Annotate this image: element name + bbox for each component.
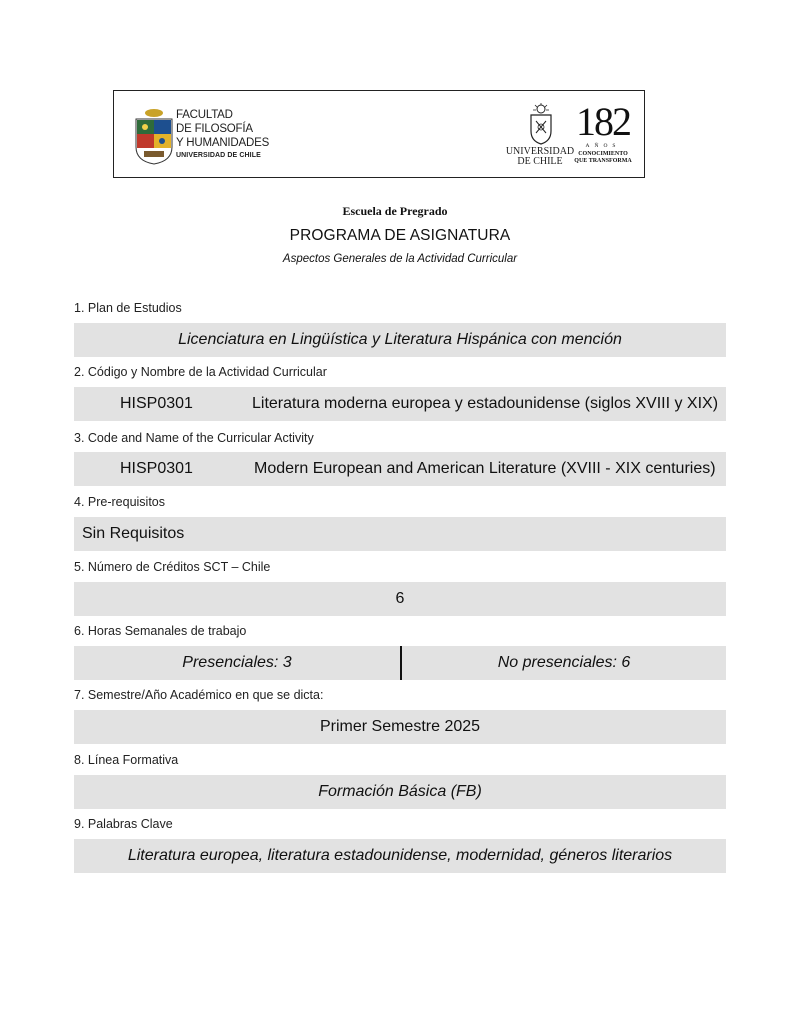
linea-label: 8. Línea Formativa [74,753,179,767]
faculty-name [176,108,269,161]
uchile-crest-icon [528,103,554,145]
codigo-name: Literatura moderna europea y estadounidense (siglos XVIII y XIX) [252,395,719,412]
faculty-line-1: FACULTAD [176,109,233,121]
faculty-shield-icon [134,107,174,165]
anniversary-number: 182 [576,99,630,144]
horas-label: 6. Horas Semanales de trabajo [74,624,247,638]
linea-value: Formación Básica (FB) [318,783,482,800]
palabras-field [74,839,726,873]
faculty-logo [134,105,270,167]
code-en-field [74,452,726,486]
faculty-university: UNIVERSIDAD DE CHILE [176,152,261,159]
uchile-line-1: UNIVERSIDAD [505,146,575,157]
faculty-line-3: Y HUMANIDADES [176,137,270,149]
prereq-field [74,517,726,551]
uchile-logo [504,103,576,169]
faculty-line-2: DE FILOSOFÍA [176,123,253,135]
anniversary-tagline [572,151,634,165]
semestre-value: Primer Semestre 2025 [319,718,481,735]
uchile-name [504,147,576,167]
plan-value: Licenciatura en Lingüística y Literatura Hispánica con mención [178,331,622,348]
program-subtitle: Aspectos Generales de la Actividad Curricular [282,253,518,265]
school-title: Escuela de Pregrado [342,204,448,218]
codigo-field [74,387,726,421]
codigo-code: HISP0301 [120,395,193,412]
code-en-code: HISP0301 [120,460,193,477]
semestre-label: 7. Semestre/Año Académico en que se dicta: [74,688,324,702]
creditos-value: 6 [395,590,405,607]
palabras-label: 9. Palabras Clave [74,817,173,831]
anniversary-word: AÑOS [585,143,621,149]
prereq-label: 4. Pre-requisitos [74,495,166,509]
anniversary-logo [572,101,634,169]
horas-field [74,646,726,680]
creditos-label: 5. Número de Créditos SCT – Chile [74,560,271,574]
uchile-line-2: DE CHILE [517,156,563,167]
linea-field [74,775,726,809]
header-logo-box [113,90,645,178]
semestre-field [74,710,726,744]
anniversary-tag-1: CONOCIMIENTO [578,151,628,157]
creditos-field [74,582,726,616]
prereq-value: Sin Requisitos [82,525,185,542]
horas-presenciales: Presenciales: 3 [182,654,292,671]
program-title: PROGRAMA DE ASIGNATURA [289,227,511,244]
codigo-label: 2. Código y Nombre de la Actividad Curricular [74,365,327,379]
plan-label: 1. Plan de Estudios [74,301,182,315]
code-en-label: 3. Code and Name of the Curricular Activity [74,431,314,445]
anniversary-tag-2: QUE TRANSFORMA [574,158,632,164]
horas-no-presenciales: No presenciales: 6 [497,654,631,671]
plan-field [74,323,726,357]
code-en-name: Modern European and American Literature (XVIII - XIX centuries) [254,460,716,477]
palabras-value: Literatura europea, literatura estadounidense, modernidad, géneros literarios [127,847,673,864]
